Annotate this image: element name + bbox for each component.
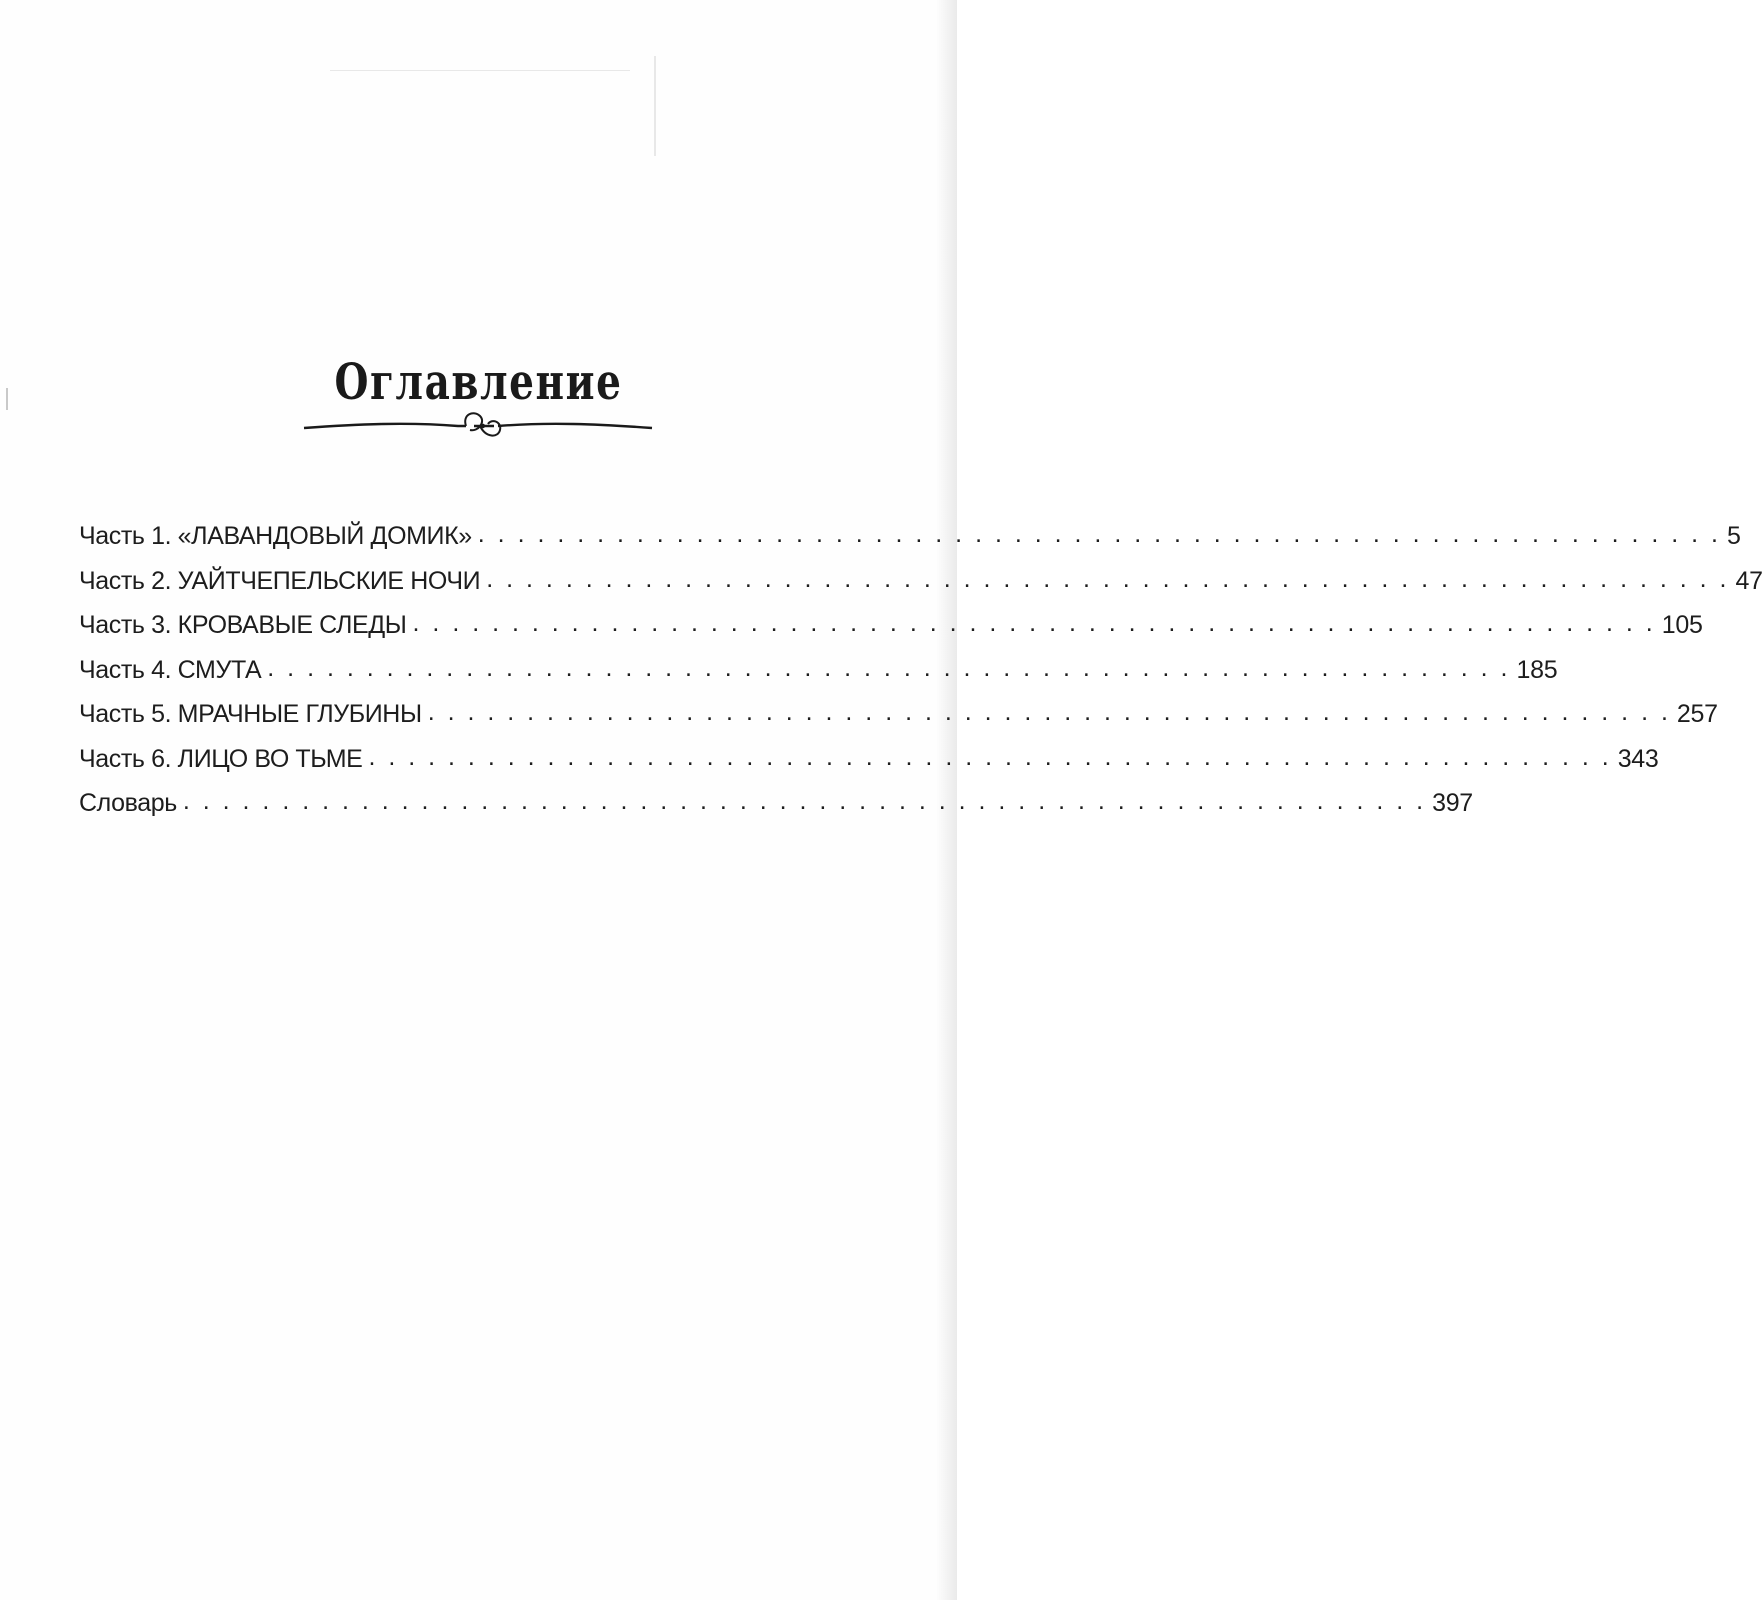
toc-entry-label: Часть 2. УАЙТЧЕПЕЛЬСКИЕ НОЧИ [79,566,481,595]
table-of-contents [79,520,1763,834]
toc-entry-label: Часть 4. СМУТА [79,655,262,684]
toc-entry [79,653,1558,701]
toc-entry-label: Часть 6. ЛИЦО ВО ТЬМЕ [79,744,363,773]
toc-entry-page: 47 [1735,566,1763,595]
toc-entry [79,564,1763,612]
toc-entry-page: 185 [1516,655,1558,684]
toc-entry [79,787,1473,834]
dot-leader: . . . . . . . . . . . . . . . . . . . . . . . . . . . . . . . . . . . . . . . . . . . . . . . . . . . . . . . . . . . . . . . [182,787,1427,815]
toc-entry [79,698,1718,745]
dot-leader: . . . . . . . . . . . . . . . . . . . . . . . . . . . . . . . . . . . . . . . . . . . . . . . . . . . . . . . . . . . . . . . [477,520,1722,548]
toc-entry-label: Словарь [79,789,177,817]
toc-entry-page: 257 [1676,700,1718,728]
toc-entry-page: 5 [1727,522,1741,550]
toc-title: Оглавление [334,352,623,411]
flourish-ornament-icon [298,404,658,448]
show-through-rule [654,56,656,156]
dot-leader: . . . . . . . . . . . . . . . . . . . . . . . . . . . . . . . . . . . . . . . . . . . . . . . . . . . . . . . . . . . . . . . [427,698,1671,726]
toc-entry-page: 343 [1617,744,1659,773]
margin-mark [6,388,8,410]
dot-leader: . . . . . . . . . . . . . . . . . . . . . . . . . . . . . . . . . . . . . . . . . . . . . . . . . . . . . . . . . . . . . . . [267,653,1511,682]
toc-entry [79,520,1741,567]
toc-entry [79,609,1703,656]
toc-entry-label: Часть 1. «ЛАВАНДОВЫЙ ДОМИК» [79,522,472,550]
toc-entry-label: Часть 3. КРОВАВЫЕ СЛЕДЫ [79,611,407,639]
toc-entry-label: Часть 5. МРАЧНЫЕ ГЛУБИНЫ [79,700,422,728]
toc-entry [79,742,1659,790]
toc-entry-page: 105 [1661,611,1703,639]
dot-leader: . . . . . . . . . . . . . . . . . . . . . . . . . . . . . . . . . . . . . . . . . . . . . . . . . . . . . . . . . . . . . . . [368,742,1612,771]
toc-entry-page: 397 [1432,789,1473,817]
show-through-rule [330,70,630,71]
dot-leader: . . . . . . . . . . . . . . . . . . . . . . . . . . . . . . . . . . . . . . . . . . . . . . . . . . . . . . . . . . . . . . . [412,609,1656,637]
dot-leader: . . . . . . . . . . . . . . . . . . . . . . . . . . . . . . . . . . . . . . . . . . . . . . . . . . . . . . . . . . . . . . . [486,564,1730,593]
